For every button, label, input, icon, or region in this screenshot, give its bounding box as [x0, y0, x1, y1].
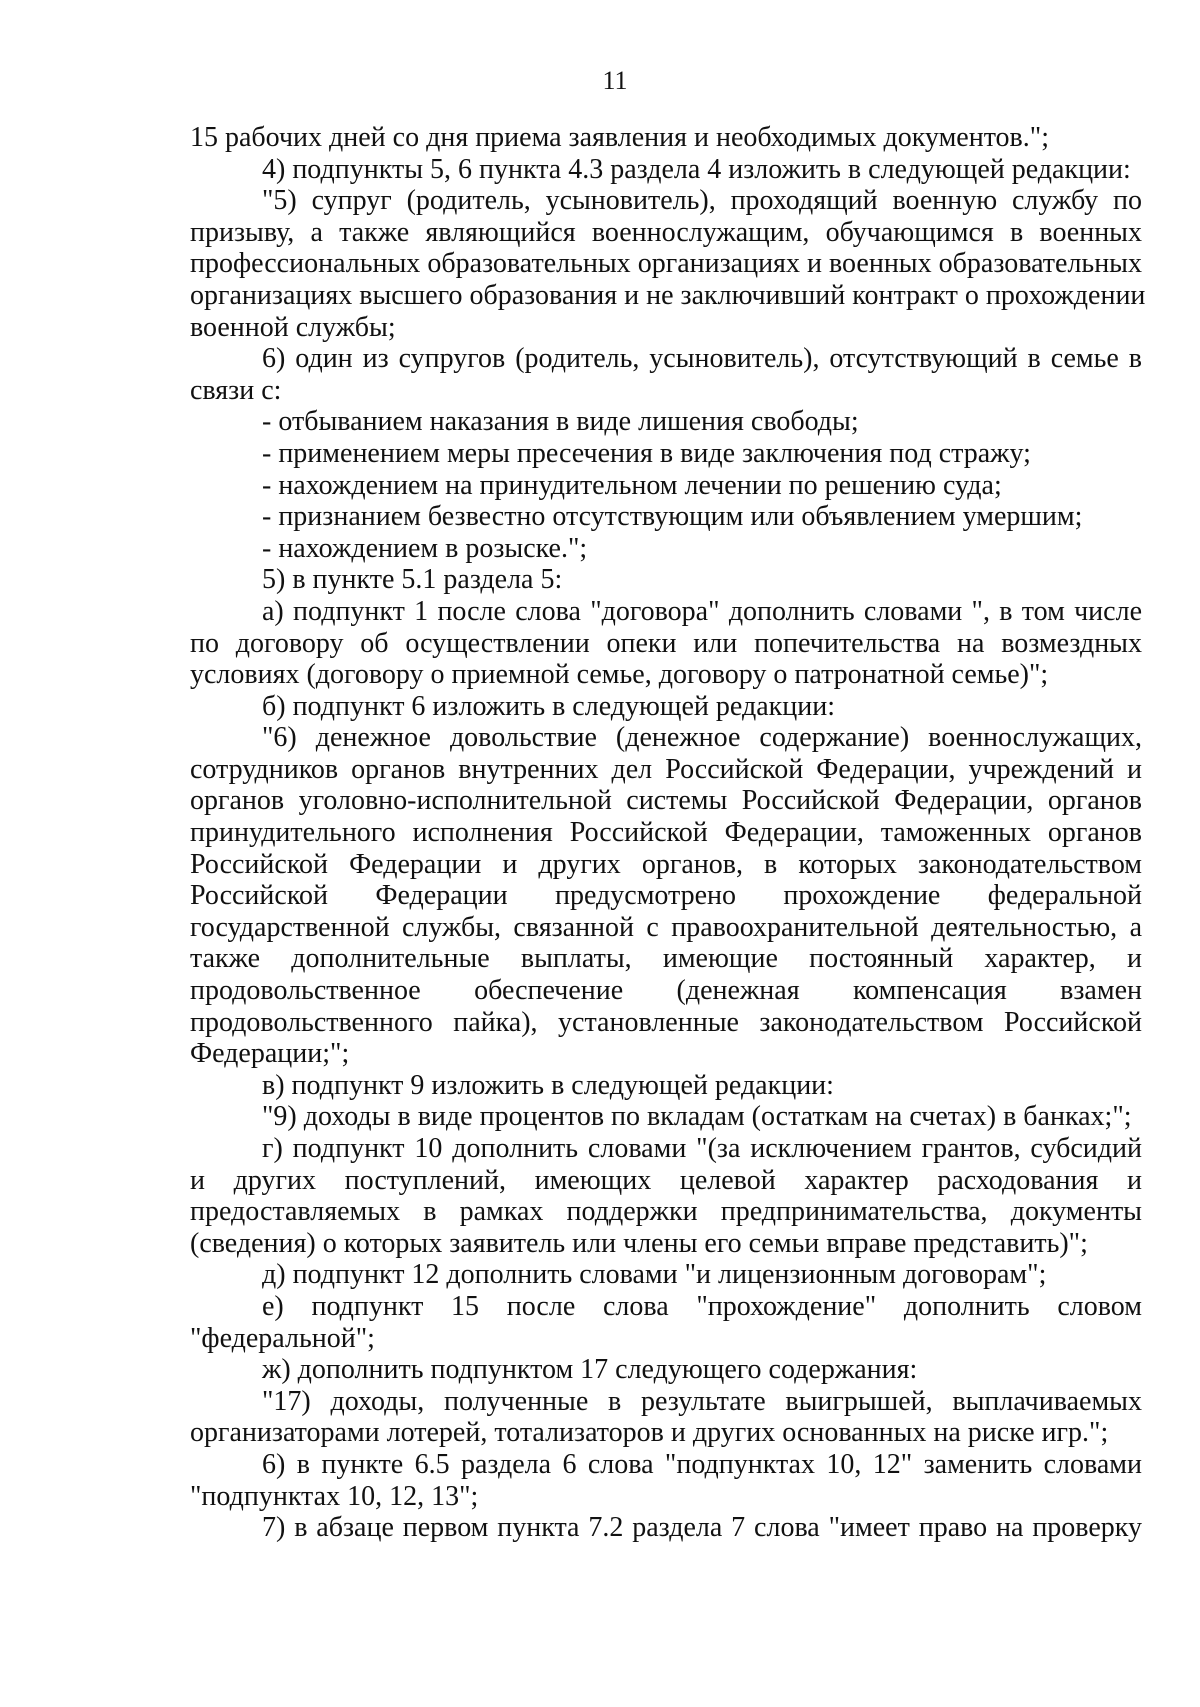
text-line: 4) подпункты 5, 6 пункта 4.3 раздела 4 изложить в следующей редакции:: [262, 153, 1131, 185]
text-line: в) подпункт 9 изложить в следующей редакции:: [262, 1069, 834, 1101]
text-line: государственной службы, связанной с правоохранительной деятельностью, а: [190, 911, 1142, 943]
text-line: ж) дополнить подпунктом 17 следующего содержания:: [262, 1354, 918, 1386]
text-line: также дополнительные выплаты, имеющие постоянный характер, и: [190, 943, 1142, 975]
text-line: Российской Федерации предусмотрено прохождение федеральной: [190, 880, 1142, 912]
text-line: условиях (договору о приемной семье, договору о патронатной семье)";: [190, 659, 1049, 691]
text-line: продовольственного пайка), установленные законодательством Российской: [190, 1006, 1142, 1038]
text-line: "подпунктах 10, 12, 13";: [190, 1480, 479, 1512]
text-line: - признанием безвестно отсутствующим или объявлением умершим;: [262, 501, 1083, 533]
text-line: "5) супруг (родитель, усыновитель), проходящий военную службу по: [262, 185, 1142, 217]
text-line: - нахождением на принудительном лечении по решению суда;: [262, 469, 1002, 501]
text-line: принудительного исполнения Российской Федерации, таможенных органов: [190, 817, 1142, 849]
text-line: 6) один из супругов (родитель, усыновитель), отсутствующий в семье в: [262, 343, 1142, 375]
text-line: 6) в пункте 6.5 раздела 6 слова "подпунктах 10, 12" заменить словами: [262, 1448, 1142, 1480]
text-line: - применением меры пресечения в виде заключения под стражу;: [262, 437, 1031, 469]
text-line: (сведения) о которых заявитель или члены его семьи вправе представить)";: [190, 1227, 1088, 1259]
text-line: профессиональных образовательных организациях и военных образовательных: [190, 248, 1142, 280]
text-line: Российской Федерации и других органов, в которых законодательством: [190, 848, 1142, 880]
text-line: г) подпункт 10 дополнить словами "(за исключением грантов, субсидий: [262, 1133, 1142, 1164]
text-line: и других поступлений, имеющих целевой характер расходования и: [190, 1164, 1142, 1196]
text-line: призыву, а также являющийся военнослужащим, обучающимся в военных: [190, 216, 1142, 248]
text-line: продовольственное обеспечение (денежная компенсация взамен: [190, 975, 1142, 1007]
text-line: связи с:: [190, 374, 282, 406]
text-line: 15 рабочих дней со дня приема заявления и необходимых документов.";: [190, 122, 1049, 153]
text-line: по договору об осуществлении опеки или попечительства на возмездных: [190, 627, 1142, 659]
text-line: 5) в пункте 5.1 раздела 5:: [262, 564, 563, 596]
text-line: организациях высшего образования и не заключивший контракт о прохождении: [190, 279, 1146, 311]
text-line: "9) доходы в виде процентов по вкладам (остаткам на счетах) в банках;";: [262, 1101, 1132, 1133]
page-number: 11: [602, 66, 628, 95]
text-line: д) подпункт 12 дополнить словами "и лицензионным договорам";: [262, 1259, 1047, 1291]
text-line: б) подпункт 6 изложить в следующей редакции:: [262, 690, 835, 722]
text-line: предоставляемых в рамках поддержки предпринимательства, документы: [190, 1196, 1142, 1228]
text-line: военной службы;: [190, 311, 396, 343]
text-line: "федеральной";: [190, 1322, 375, 1354]
text-line: "17) доходы, полученные в результате выигрышей, выплачиваемых: [262, 1385, 1142, 1417]
text-line: - нахождением в розыске.";: [262, 532, 588, 564]
text-line: органов уголовно-исполнительной системы Российской Федерации, органов: [190, 785, 1142, 817]
text-line: сотрудников органов внутренних дел Российской Федерации, учреждений и: [190, 753, 1142, 785]
text-line: организаторами лотерей, тотализаторов и других основанных на риске игр.";: [190, 1417, 1109, 1449]
text-line: е) подпункт 15 после слова "прохождение" дополнить словом: [262, 1290, 1142, 1322]
text-line: а) подпункт 1 после слова "договора" дополнить словами ", в том числе: [262, 595, 1142, 627]
text-line: - отбыванием наказания в виде лишения свободы;: [262, 406, 859, 438]
text-line: 7) в абзаце первом пункта 7.2 раздела 7 слова "имеет право на проверку: [262, 1512, 1142, 1544]
document-body: [190, 122, 1146, 1544]
text-line: "6) денежное довольствие (денежное содержание) военнослужащих,: [262, 722, 1142, 754]
text-line: Федерации;";: [190, 1038, 350, 1070]
